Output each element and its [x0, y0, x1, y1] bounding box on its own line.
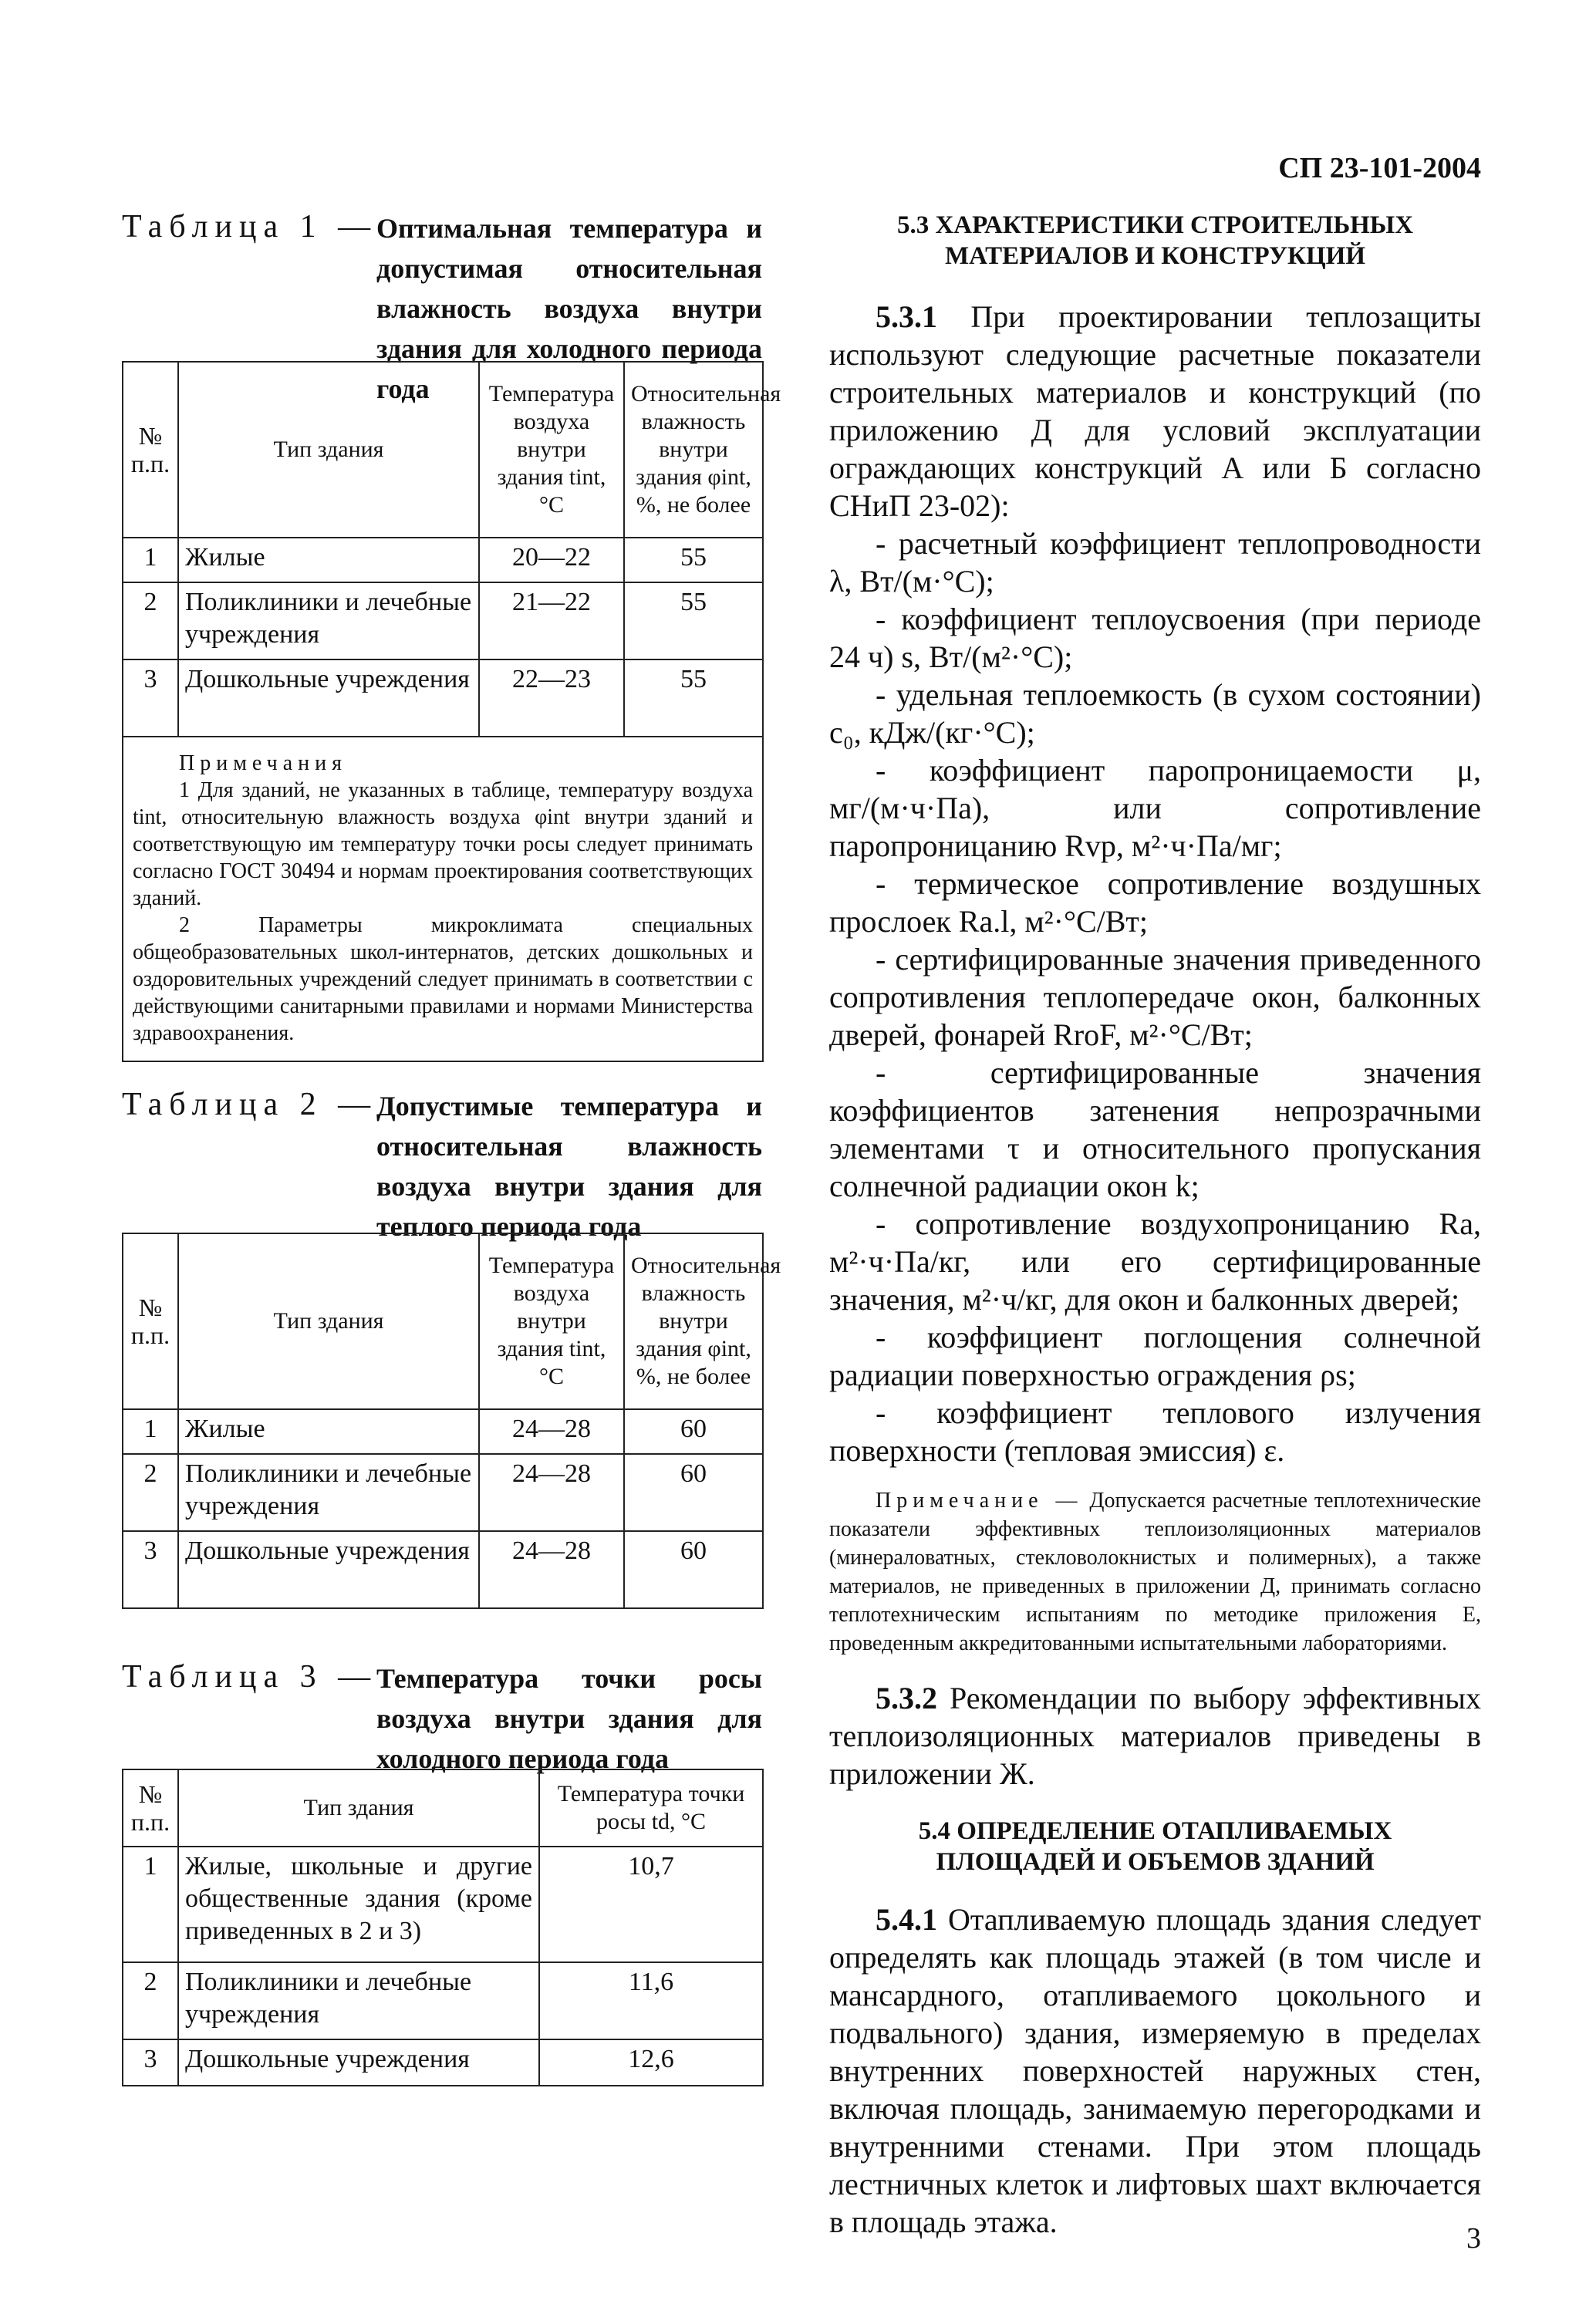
notes-title: Примечания [179, 751, 348, 775]
table3-title: Температура точки росы воздуха внутри здания для холодного периода года [376, 1663, 762, 1774]
row-no: 1 [123, 1847, 178, 1962]
list-item: - сопротивление воздухопроницанию Ra, м²·ч·Па/кг, или его сертифицированные значения, м²·ч/кг, для окон и балконных дверей; [829, 1206, 1481, 1317]
row-humidity: 60 [624, 1454, 763, 1531]
row-no: 3 [123, 659, 178, 737]
list-item: - термическое сопротивление воздушных прослоек Ra.l, м²·°С/Вт; [829, 866, 1481, 939]
paragraph-text: При проектировании теплозащиты используют следующие расчетные показатели строительных материалов и конструкций (по приложению Д для условий эксплуатации ограждающих конструкций А или Б согласно СНиП 23-02): [829, 299, 1481, 523]
list-item: - коэффициент паропроницаемости μ, мг/(м·ч·Па), или сопротивление паропроницанию Rvp, м²·ч·Па/мг; [829, 753, 1481, 863]
row-dew: 12,6 [539, 2039, 763, 2086]
note-2: 2 Параметры микроклимата специальных общеобразовательных школ-интернатов, детских дошкольных и оздоровительных учреждений следует принимать в соответствии с действующими санитарными правилами и нормами Министерства здравоохранения. [133, 913, 753, 1045]
row-humidity: 60 [624, 1409, 763, 1454]
table-row [123, 1531, 763, 1608]
list-item: - сертифицированные значения приведенного сопротивления теплопередаче окон, балконных дверей, фонарей RrоF, м²·°С/Вт; [829, 942, 1481, 1052]
table3 [122, 1769, 764, 2086]
col-header-type: Тип здания [178, 362, 479, 538]
table1-label: Таблица 1 — [122, 209, 378, 245]
paragraph-text: Отапливаемую площадь здания следует определять как площадь этажей (в том числе и мансардного, отапливаемого цокольного и подвального) здания, измеряемую в пределах внутренних поверхностей наружных стен, включая площадь, занимаемую перегородками и внутренними стенами. При этом площадь лестничных клеток и лифтовых шахт включается в площадь этажа. [829, 1902, 1482, 2239]
row-no: 2 [123, 582, 178, 659]
list-item: - удельная теплоемкость (в сухом состоянии) c₀, кДж/(кг·°С); [829, 677, 1481, 750]
table-header-row [123, 362, 763, 538]
col-header-temp: Температура воздуха внутри здания tint, °С [479, 362, 624, 538]
row-type: Дошкольные учреждения [178, 659, 479, 737]
table2 [122, 1233, 781, 1609]
row-temp: 24—28 [479, 1409, 624, 1454]
paragraph-5-3-1 [829, 298, 1481, 525]
note-text: Допускается расчетные теплотехнические показатели эффективных теплоизоляционных материалов (минераловатных, стекловолокнистых и полимерных), а также материалов, не приведенных в приложении Д, принимать согласно теплотехническим испытаниям по методике приложения Е, проведенным аккредитованными испытательными лабораториями. [829, 1489, 1481, 1655]
table-row [123, 1454, 763, 1531]
col-header-temp: Температура воздуха внутри здания tint, °С [479, 1233, 624, 1409]
list-item: - коэффициент поглощения солнечной радиации поверхностью ограждения ρs; [829, 1320, 1481, 1392]
table-row [123, 1409, 763, 1454]
section-5-3 [829, 210, 1481, 2241]
row-no: 1 [123, 1409, 178, 1454]
row-type: Жилые, школьные и другие общественные здания (кроме приведенных в 2 и 3) [178, 1847, 539, 1962]
list-item: - коэффициент теплового излучения поверхности (тепловая эмиссия) ε. [829, 1395, 1481, 1468]
table1 [122, 361, 781, 1062]
row-temp: 24—28 [479, 1454, 624, 1531]
paragraph-5-3-2 [829, 1679, 1481, 1793]
table-row [123, 1962, 763, 2039]
row-temp: 22—23 [479, 659, 624, 737]
document-code: СП 23-101-2004 [1278, 152, 1481, 184]
page-number: 3 [1466, 2222, 1481, 2255]
row-type: Поликлиники и лечебные учреждения [178, 1962, 539, 2039]
row-type: Дошкольные учреждения [178, 2039, 539, 2086]
table-row [123, 1847, 763, 1962]
paragraph-5-4-1 [829, 1901, 1481, 2241]
paragraph-number: 5.3.2 [876, 1681, 937, 1715]
row-temp: 24—28 [479, 1531, 624, 1608]
table-header-row [123, 1769, 763, 1847]
paragraph-number: 5.4.1 [876, 1902, 937, 1937]
note [829, 1486, 1481, 1658]
table-header-row [123, 1233, 763, 1409]
col-header-no: № п.п. [123, 362, 178, 538]
table3-caption [122, 1658, 762, 1774]
row-type: Жилые [178, 538, 479, 582]
row-no: 3 [123, 2039, 178, 2086]
row-temp: 20—22 [479, 538, 624, 582]
col-header-humidity: Относительная влажность внутри здания φint, %, не более [624, 362, 763, 538]
section-heading: 5.4 ОПРЕДЕЛЕНИЕ ОТАПЛИВАЕМЫХ ПЛОЩАДЕЙ И ОБЪЕМОВ ЗДАНИЙ [918, 1817, 1392, 1876]
row-temp: 21—22 [479, 582, 624, 659]
row-type: Поликлиники и лечебные учреждения [178, 582, 479, 659]
row-dew: 11,6 [539, 1962, 763, 2039]
row-humidity: 60 [624, 1531, 763, 1608]
table1-title: Оптимальная температура и допустимая относительная влажность воздуха внутри здания для холодного периода года [376, 213, 762, 404]
row-no: 2 [123, 1962, 178, 2039]
list-item: - сертифицированные значения коэффициентов затенения непрозрачными элементами τ и относительного пропускания солнечной радиации окон k; [829, 1055, 1481, 1203]
note-label: Примечание — [876, 1489, 1083, 1513]
list-item: - расчетный коэффициент теплопроводности λ, Вт/(м·°С); [829, 526, 1481, 599]
row-type: Жилые [178, 1409, 479, 1454]
row-humidity: 55 [624, 538, 763, 582]
row-humidity: 55 [624, 582, 763, 659]
row-humidity: 55 [624, 659, 763, 737]
row-no: 2 [123, 1454, 178, 1531]
col-header-type: Тип здания [178, 1233, 479, 1409]
table-row [123, 659, 763, 737]
table2-caption [122, 1086, 762, 1242]
col-header-type: Тип здания [178, 1769, 539, 1847]
row-no: 1 [123, 538, 178, 582]
col-header-no: № п.п. [123, 1233, 178, 1409]
table2-label: Таблица 2 — [122, 1087, 378, 1122]
row-type: Поликлиники и лечебные учреждения [178, 1454, 479, 1531]
col-header-no: № п.п. [123, 1769, 178, 1847]
table-row [123, 582, 763, 659]
table-row [123, 2039, 763, 2086]
table-row [123, 538, 763, 582]
table1-caption [122, 208, 762, 404]
table-notes-row [123, 737, 763, 1061]
table3-label: Таблица 3 — [122, 1659, 378, 1695]
row-type: Дошкольные учреждения [178, 1531, 479, 1608]
row-dew: 10,7 [539, 1847, 763, 1962]
paragraph-number: 5.3.1 [876, 299, 937, 334]
list-item: - коэффициент теплоусвоения (при периоде 24 ч) s, Вт/(м²·°С); [829, 602, 1481, 674]
paragraph-text: Рекомендации по выбору эффективных теплоизоляционных материалов приведены в приложении Ж. [829, 1681, 1482, 1791]
col-header-humidity: Относительная влажность внутри здания φint, %, не более [624, 1233, 763, 1409]
table-notes [123, 737, 763, 1061]
section-heading: 5.3 ХАРАКТЕРИСТИКИ СТРОИТЕЛЬНЫХ МАТЕРИАЛОВ И КОНСТРУКЦИЙ [896, 211, 1414, 270]
col-header-dew: Температура точки росы td, °С [539, 1769, 763, 1847]
table2-title: Допустимые температура и относительная влажность воздуха внутри здания для теплого периода года [376, 1091, 762, 1242]
row-no: 3 [123, 1531, 178, 1608]
note-1: 1 Для зданий, не указанных в таблице, температуру воздуха tint, относительную влажность воздуха φint внутри зданий и соответствующую им температуру точки росы следует принимать согласно ГОСТ 30494 и нормам проектирования соответствующих зданий. [133, 778, 753, 910]
